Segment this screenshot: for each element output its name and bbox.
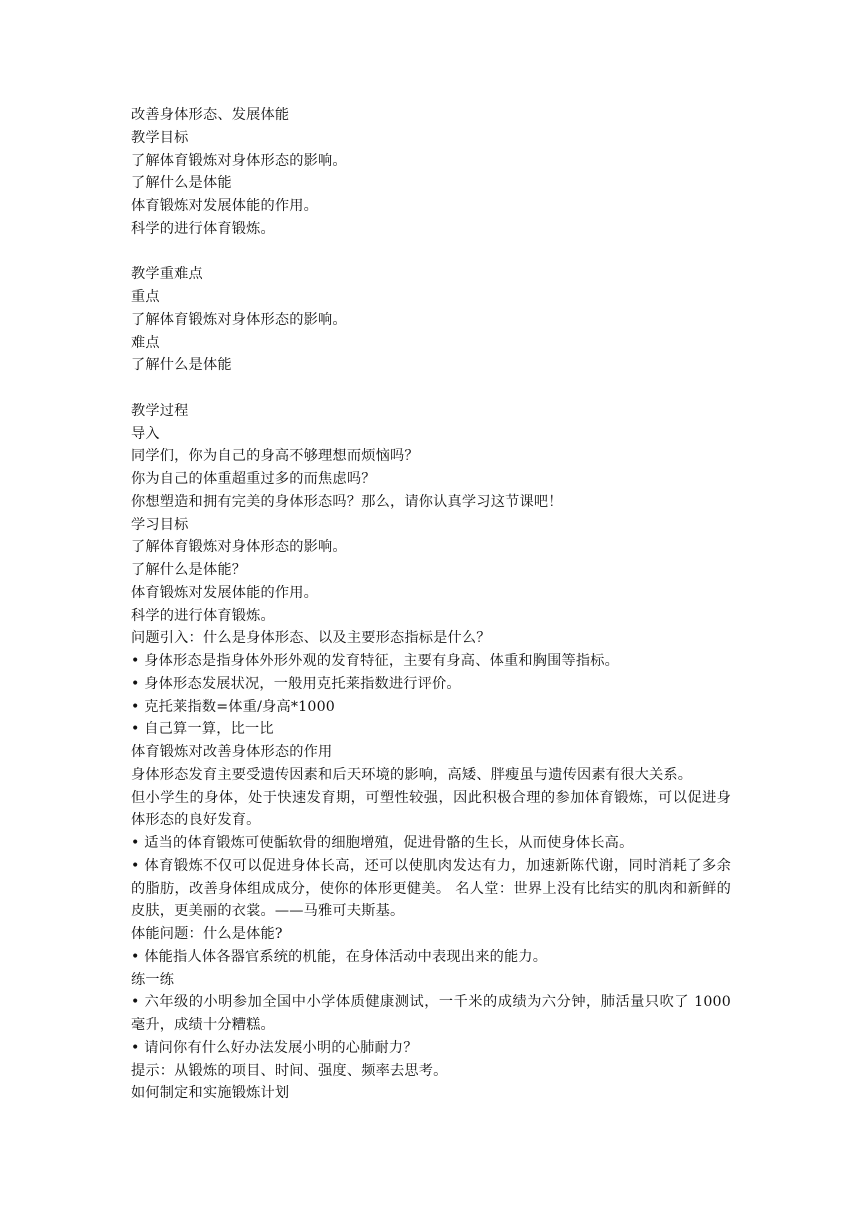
text-line: 难点 bbox=[131, 334, 160, 351]
text-line: 科学的进行体育锻炼。 bbox=[131, 220, 275, 237]
text-line: 你想塑造和拥有完美的身体形态吗？那么，请你认真学习这节课吧！ bbox=[131, 493, 563, 510]
text-line: 了解体育锻炼对身体形态的影响。 bbox=[131, 311, 347, 328]
text-line: • 身体形态是指身体外形外观的发育特征，主要有身高、体重和胸围等指标。 bbox=[131, 653, 620, 669]
text-line: • 身体形态发展状况，一般用克托莱指数进行评价。 bbox=[131, 675, 461, 692]
text-line: 体育锻炼对发展体能的作用。 bbox=[131, 584, 319, 601]
text-line: 了解什么是体能 bbox=[131, 357, 232, 374]
text-line: • 体能指人体各器官系统的机能，在身体活动中表现出来的能力。 bbox=[131, 948, 548, 965]
blank-line bbox=[131, 377, 731, 400]
text-line: 提示：从锻炼的项目、时间、强度、频率去思考。 bbox=[131, 1062, 448, 1079]
text-line: • 请问你有什么好办法发展小明的心肺耐力？ bbox=[131, 1039, 418, 1056]
text-line: 科学的进行体育锻炼。 bbox=[131, 607, 275, 624]
document-body bbox=[131, 104, 731, 1105]
text-line: 体育锻炼对改善身体形态的作用 bbox=[131, 744, 333, 760]
text-line: 身体形态发育主要受遗传因素和后天环境的影响，高矮、胖瘦虽与遗传因素有很大关系。 bbox=[131, 766, 693, 783]
text-line: 学习目标 bbox=[131, 516, 189, 533]
text-paragraph: • 体育锻炼不仅可以促进身体长高，还可以使肌肉发达有力，加速新陈代谢，同时消耗了多余的脂肪，改善身体组成成分，使你的体形更健美。 名人堂：世界上没有比结实的肌肉和新鲜的皮肤，更美丽的衣裳。——马雅可夫斯基。 bbox=[131, 857, 731, 920]
text-line: 体能问题：什么是体能? bbox=[131, 926, 283, 942]
text-line: 教学重难点 bbox=[131, 266, 203, 283]
text-line: 体育锻炼对发展体能的作用。 bbox=[131, 198, 319, 214]
text-line: • 自己算一算，比一比 bbox=[131, 721, 274, 738]
text-paragraph: 但小学生的身体，处于快速发育期，可塑性较强，因此积极合理的参加体育锻炼，可以促进身体形态的良好发育。 bbox=[131, 789, 731, 829]
text-line: 了解体育锻炼对身体形态的影响。 bbox=[131, 152, 347, 169]
text-line: 改善身体形态、发展体能 bbox=[131, 107, 290, 123]
text-line: 了解什么是体能？ bbox=[131, 562, 247, 578]
text-paragraph: • 六年级的小明参加全国中小学体质健康测试，一千米的成绩为六分钟，肺活量只吹了 1000 毫升，成绩十分糟糕。 bbox=[131, 994, 731, 1033]
text-line: 了解什么是体能 bbox=[131, 175, 232, 192]
text-line: 导入 bbox=[131, 425, 160, 442]
text-line: 练一练 bbox=[131, 971, 175, 988]
blank-line bbox=[131, 241, 731, 264]
text-line: 如何制定和实施锻炼计划 bbox=[131, 1085, 290, 1102]
text-line: 你为自己的体重超重过多的而焦虑吗？ bbox=[131, 471, 376, 487]
text-line: 了解体育锻炼对身体形态的影响。 bbox=[131, 539, 347, 556]
text-line: 问题引入：什么是身体形态、以及主要形态指标是什么？ bbox=[131, 630, 491, 647]
text-line: 重点 bbox=[131, 289, 160, 305]
text-line: 教学过程 bbox=[131, 402, 189, 419]
text-line: • 适当的体育锻炼可使骺软骨的细胞增殖，促进骨骼的生长，从而使身体长高。 bbox=[131, 835, 634, 851]
text-line: • 克托莱指数=体重/身高*1000 bbox=[131, 698, 336, 715]
text-line: 教学目标 bbox=[131, 129, 189, 146]
text-line: 同学们，你为自己的身高不够理想而烦恼吗？ bbox=[131, 448, 419, 465]
